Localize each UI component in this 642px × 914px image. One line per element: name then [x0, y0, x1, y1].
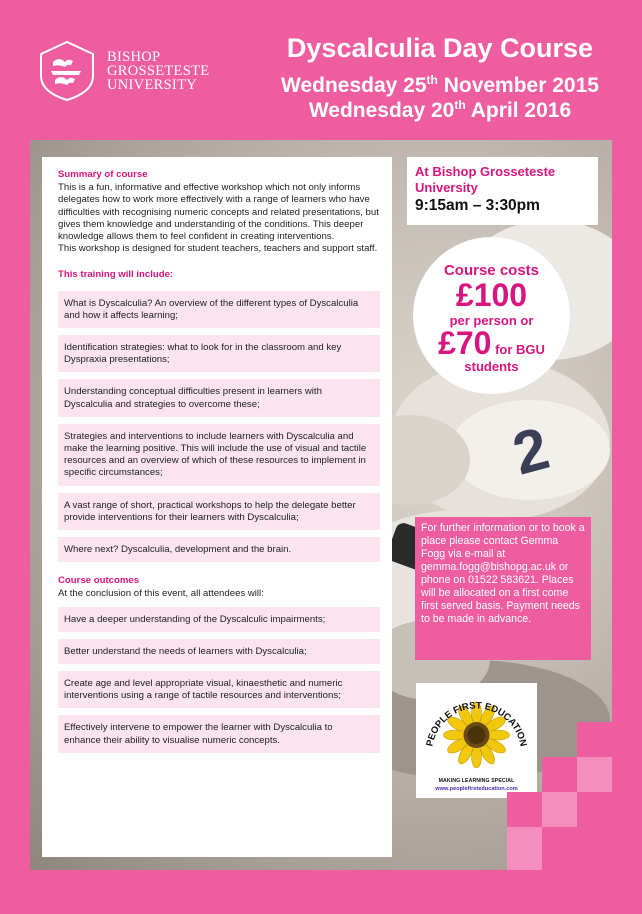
- decor-square: [577, 792, 612, 827]
- outcomes-intro: At the conclusion of this event, all attendees will:: [58, 588, 264, 600]
- university-logo: [35, 40, 210, 102]
- venue-line-1: At Bishop Grosseteste: [415, 164, 556, 179]
- cost-students: students: [464, 359, 519, 374]
- outcome-item: Effectively intervene to empower the learner with Dyscalculia to enhance their ability to visualise numeric concepts.: [58, 715, 380, 752]
- summary-paragraph-1: This is a fun, informative and effective workshop which not only informs delegates how to work more effectively with a range of learners who have difficulties with recognising numeric concepts and related presentations, but gives them knowledge and understanding of the conditions. This deeper knowledge allows them to feel confident in creating interventions.: [58, 182, 379, 243]
- cost-per-person: per person or: [449, 313, 534, 328]
- page-title: Dyscalculia Day Course: [286, 33, 594, 63]
- training-heading: This training will include:: [58, 269, 174, 281]
- training-item: Where next? Dyscalculia, development and the brain.: [58, 537, 380, 562]
- price-bgu-label: for BGU: [491, 342, 545, 357]
- venue-line-2: University: [415, 179, 478, 195]
- university-name: [107, 50, 209, 92]
- date1-main: Wednesday 25: [281, 74, 427, 97]
- brand-line-3: UNIVERSITY: [107, 77, 197, 93]
- summary-paragraph-2: This workshop is designed for student teachers, teachers and support staff.: [58, 243, 378, 255]
- partner-name: PEOPLE FIRST EDUCATION: [424, 700, 529, 748]
- training-item: What is Dyscalculia? An overview of the different types of Dyscalculia and how it affects learning;: [58, 291, 380, 328]
- training-item: Understanding conceptual difficulties present in learners with Dyscalculia and strategies to overcome these;: [58, 379, 380, 416]
- decor-square: [542, 792, 577, 827]
- decor-square: [507, 792, 542, 827]
- cost-label: Course costs: [443, 262, 540, 279]
- outcome-item: Create age and level appropriate visual, kinaesthetic and numeric interventions using a range of tactile resources and interventions;: [58, 671, 380, 708]
- decor-square: [507, 827, 542, 870]
- venue-box: [407, 157, 598, 225]
- date2-suffix: th: [454, 98, 466, 112]
- partner-logo: [416, 683, 537, 798]
- outcomes-list: [58, 607, 380, 753]
- course-time: 9:15am – 3:30pm: [415, 197, 540, 214]
- brand-line-2: GROSSETESTE: [107, 63, 210, 79]
- training-item: Identification strategies: what to look for in the classroom and key Dyspraxia presentations;: [58, 335, 380, 372]
- date2-main: Wednesday 20: [308, 99, 455, 122]
- course-date-1: [240, 73, 640, 98]
- date2-rest: April 2016: [465, 99, 572, 122]
- cost-circle: [413, 237, 570, 394]
- decor-square: [577, 757, 612, 792]
- training-item: A vast range of short, practical workshops to help the delegate better provide interventions for their learners with Dyscalculia;: [58, 493, 380, 530]
- price-bgu-line: [413, 326, 570, 360]
- course-details-panel: [42, 157, 392, 857]
- summary-text: [58, 182, 380, 255]
- sunflower-icon: [416, 683, 537, 779]
- svg-text:2: 2: [506, 414, 556, 488]
- outcomes-heading: Course outcomes: [58, 575, 140, 587]
- brand-line-1: BISHOP: [107, 49, 161, 65]
- outcome-item: Have a deeper understanding of the Dyscalculic impairments;: [58, 607, 380, 632]
- header: [0, 0, 642, 140]
- outcome-item: Better understand the needs of learners with Dyscalculia;: [58, 639, 380, 664]
- date1-rest: November 2015: [437, 74, 599, 97]
- shield-icon: [35, 40, 99, 102]
- partner-url: www.peoplefirsteducation.com: [435, 786, 518, 792]
- training-item: Strategies and interventions to include learners with Dyscalculia and make the learning positive. This will include the use of visual and tactile resources and an overview of which of these resources to implement in specific circumstances;: [58, 424, 380, 486]
- decor-square: [542, 757, 577, 792]
- price-standard: £100: [455, 277, 528, 313]
- decor-square: [542, 827, 612, 870]
- summary-heading: Summary of course: [58, 169, 148, 180]
- contact-info-box: For further information or to book a place please contact Gemma Fogg via e-mail at gemma.fogg@bishopg.ac.uk or phone on 01522 583621. Places will be allocated on a first come first served basis. Payment needs to be made in advance.: [415, 517, 591, 660]
- course-date-2: [240, 98, 640, 123]
- decor-square: [577, 722, 612, 757]
- training-list: [58, 291, 380, 563]
- partner-tagline: MAKING LEARNING SPECIAL: [438, 778, 515, 784]
- date1-suffix: th: [426, 73, 438, 87]
- price-bgu: £70: [438, 325, 492, 361]
